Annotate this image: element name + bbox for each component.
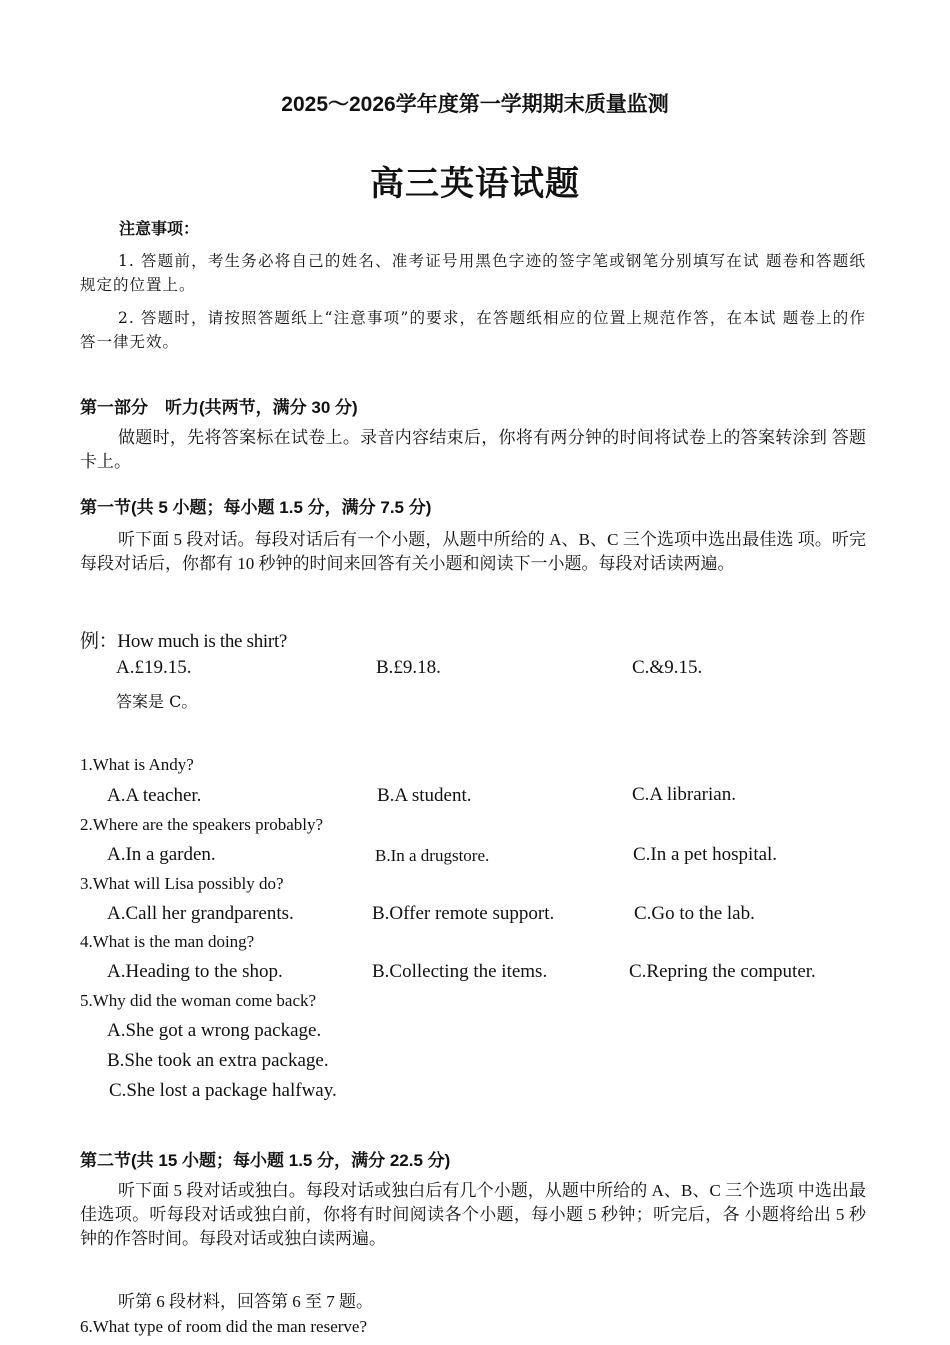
subject-title: 高三英语试题 xyxy=(370,164,580,204)
question-1-stem: 1.What is Andy? xyxy=(80,755,194,774)
section1-instructions: 听下面 5 段对话。每段对话后有一个小题，从题中所给的 A、B、C 三个选项中选出最佳选 项。听完每段对话后，你都有 10 秒钟的时间来回答有关小题和阅读下一小题。每段对话读两遍。 xyxy=(80,530,866,573)
example-option-b: B.£9.18. xyxy=(376,657,441,678)
question-1-option-a: A.A teacher. xyxy=(107,785,202,806)
example-option-a: A.£19.15. xyxy=(116,657,192,678)
question-2-option-a: A.In a garden. xyxy=(107,844,216,865)
question-4-stem: 4.What is the man doing? xyxy=(80,932,255,951)
exam-title: 2025～2026学年度第一学期期末质量监测 xyxy=(281,93,669,116)
question-2-option-c: C.In a pet hospital. xyxy=(633,844,778,865)
question-4-option-c: C.Repring the computer. xyxy=(629,961,816,982)
question-2-option-b: B.In a drugstore. xyxy=(375,846,490,865)
question-1-option-b: B.A student. xyxy=(377,785,472,806)
question-3-option-b: B.Offer remote support. xyxy=(372,903,555,924)
example-option-c: C.&9.15. xyxy=(632,657,703,678)
question-2-stem: 2.Where are the speakers probably? xyxy=(80,815,324,834)
question-4-option-a: A.Heading to the shop. xyxy=(107,961,283,982)
question-3-stem: 3.What will Lisa possibly do? xyxy=(80,874,284,893)
example-question: 例：How much is the shirt? xyxy=(80,631,288,652)
question-4-option-b: B.Collecting the items. xyxy=(372,961,548,982)
question-3-option-a: A.Call her grandparents. xyxy=(107,903,294,924)
section1-heading: 第一节(共 5 小题；每小题 1.5 分，满分 7.5 分) xyxy=(80,498,432,517)
question-3-option-c: C.Go to the lab. xyxy=(634,903,755,924)
notice-heading: 注意事项： xyxy=(119,221,200,238)
question-6-stem: 6.What type of room did the man reserve? xyxy=(80,1317,368,1336)
question-5-stem: 5.Why did the woman come back? xyxy=(80,991,317,1010)
question-5-option-a: A.She got a wrong package. xyxy=(107,1020,322,1041)
notice-item-1: 1. 答题前，考生务必将自己的姓名、准考证号用黑色字迹的签字笔或钢笔分别填写在试 题卷和答题纸规定的位置上。 xyxy=(80,252,866,294)
part1-instructions: 做题时，先将答案标在试卷上。录音内容结束后，你将有两分钟的时间将试卷上的答案转涂到 答题卡上。 xyxy=(80,428,866,471)
section2-instructions: 听下面 5 段对话或独白。每段对话或独白后有几个小题，从题中所给的 A、B、C 三个选项 中选出最佳选项。听每段对话或独白前，你将有时间阅读各个小题，每小题 5 秒钟；听完后，各 小题将给出 5 秒钟的作答时间。每段对话或独白读两遍。 xyxy=(80,1181,866,1248)
section2-heading: 第二节(共 15 小题；每小题 1.5 分，满分 22.5 分) xyxy=(80,1151,451,1170)
notice-item-2: 2. 答题时，请按照答题纸上“注意事项”的要求，在答题纸相应的位置上规范作答，在本试 题卷上的作答一律无效。 xyxy=(80,309,866,351)
part1-heading: 第一部分 听力(共两节，满分 30 分) xyxy=(80,398,358,417)
question-5-option-c: C.She lost a package halfway. xyxy=(109,1080,337,1101)
material-note: 听第 6 段材料，回答第 6 至 7 题。 xyxy=(118,1292,373,1311)
question-1-option-c: C.A librarian. xyxy=(632,784,736,805)
example-answer: 答案是 C。 xyxy=(116,692,198,711)
question-5-option-b: B.She took an extra package. xyxy=(107,1050,329,1071)
